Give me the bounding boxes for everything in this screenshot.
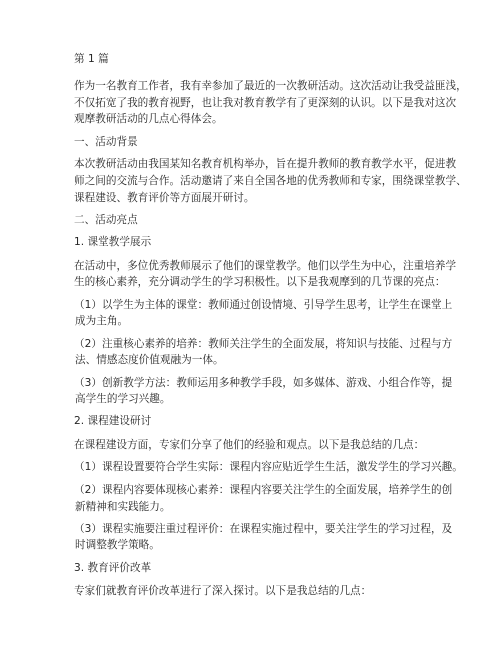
paragraph-line: 在课程建设方面，专家们分享了他们的经验和观点。以下是我总结的几点： bbox=[74, 439, 425, 451]
subsection-heading: 2. 课程建设研讨 bbox=[74, 415, 152, 427]
section-heading: 二、活动亮点 bbox=[74, 214, 138, 226]
section-heading: 一、活动背景 bbox=[74, 136, 138, 148]
paragraph-line: 本次教研活动由我国某知名教育机构举办，旨在提升教师的教育教学水平，促进教 bbox=[74, 158, 457, 170]
list-item-line: （2）注重核心素养的培养：教师关注学生的全面发展，将知识与技能、过程与方 bbox=[74, 338, 453, 350]
paragraph-line: 师之间的交流与合作。活动邀请了来自全国各地的优秀教师和专家，围绕课堂教学、 bbox=[74, 175, 467, 187]
paragraph-line: 作为一名教育工作者，我有幸参加了最近的一次教研活动。这次活动让我受益匪浅， bbox=[74, 80, 467, 92]
page-heading: 第 1 篇 bbox=[74, 53, 109, 65]
list-item-line: 高学生的学习兴趣。 bbox=[75, 393, 171, 405]
list-item-line: （3）创新教学方法：教师运用多种教学手段，如多媒体、游戏、小组合作等，提 bbox=[74, 377, 453, 389]
list-item-line: 法、情感态度价值观融为一体。 bbox=[75, 354, 224, 366]
list-item-line: 时调整教学策略。 bbox=[75, 539, 160, 551]
subsection-heading: 3. 教育评价改革 bbox=[74, 562, 152, 574]
subsection-heading: 1. 课堂教学展示 bbox=[74, 236, 152, 248]
list-item-line: （3）课程实施要注重过程评价：在课程实施过程中，要关注学生的学习过程，及 bbox=[74, 523, 453, 535]
paragraph-line: 观摩教研活动的几点心得体会。 bbox=[74, 113, 223, 125]
list-item-line: 新精神和实践能力。 bbox=[75, 501, 171, 513]
list-item-line: （1）以学生为主体的课堂：教师通过创设情境、引导学生思考，让学生在课堂上 bbox=[74, 299, 453, 311]
paragraph-line: 课程建设、教育评价等方面展开研讨。 bbox=[74, 192, 255, 204]
list-item-line: （1）课程设置要符合学生实际：课程内容应贴近学生生活，激发学生的学习兴趣。 bbox=[74, 461, 463, 473]
list-item-line: （2）课程内容要体现核心素养：课程内容要关注学生的全面发展，培养学生的创 bbox=[74, 484, 453, 496]
paragraph-line: 不仅拓宽了我的教育视野，也让我对教育教学有了更深刻的认识。以下是我对这次 bbox=[74, 97, 457, 109]
paragraph-line: 专家们就教育评价改革进行了深入探讨。以下是我总结的几点： bbox=[74, 585, 372, 597]
list-item-line: 成为主角。 bbox=[75, 315, 129, 327]
paragraph-line: 在活动中，多位优秀教师展示了他们的课堂教学。他们以学生为中心，注重培养学 bbox=[74, 260, 457, 272]
paragraph-line: 生的核心素养，充分调动学生的学习积极性。以下是我观摩到的几节课的亮点： bbox=[74, 276, 446, 288]
